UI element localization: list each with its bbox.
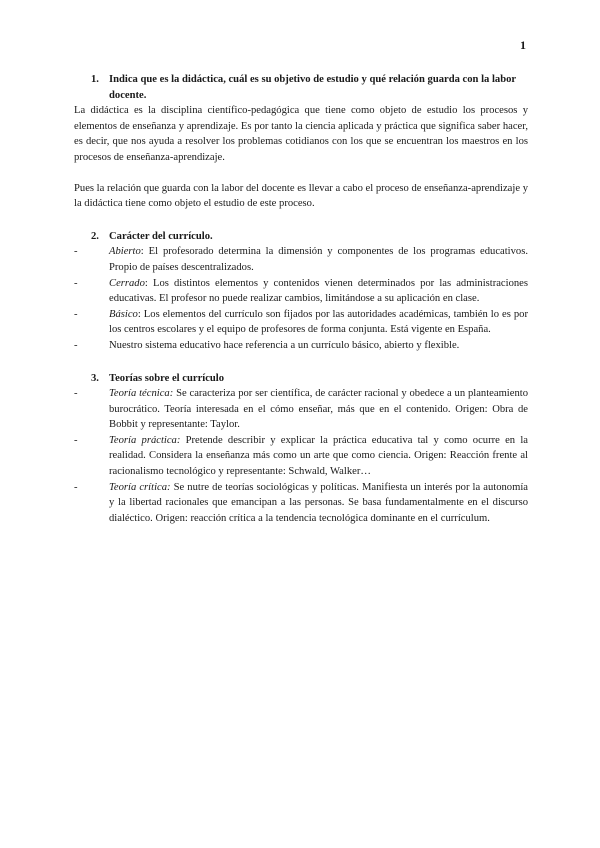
document-body (74, 72, 528, 526)
list-marker: - (74, 246, 78, 258)
list-item (74, 338, 528, 354)
curriculum-theories-list (74, 386, 528, 526)
question-2-heading (74, 229, 528, 245)
item-text: Nuestro sistema educativo hace referencia a un currículo básico, abierto y flexible. (109, 339, 460, 351)
item-text: Se caracteriza por ser científica, de carácter racional y obedece a un planteamiento burocrático. Teoría interesada en el cómo enseñar, más que en el contenido. Origen: Obra de Bobbit y representante: Taylor. (109, 388, 528, 431)
list-item (74, 433, 528, 480)
question-1-title: Indica que es la didáctica, cuál es su objetivo de estudio y qué relación guarda con la labor docente. (109, 74, 516, 101)
item-term: Cerrado (109, 277, 145, 289)
item-text: Pretende describir y explicar la práctica educativa tal y como ocurre en la realidad. Considera la enseñanza más como un arte que como ciencia. Origen: Reacción frente al racionalismo tecnológico y representante: Schwald, Walker… (109, 434, 529, 478)
question-3-heading (74, 371, 528, 387)
question-3-title: Teorías sobre el currículo (109, 372, 225, 384)
item-text: : Los distintos elementos y contenidos vienen determinados por las administraciones educativas. El profesor no puede realizar cambios, limitándose a su aplicación en clase. (109, 277, 528, 305)
item-term: Básico (109, 308, 138, 320)
question-3-number: 3. (91, 372, 99, 384)
page-number: 1 (520, 38, 526, 52)
question-1-number: 1. (91, 74, 99, 85)
item-text: : El profesorado determina la dimensión y componentes de los programas educativos. Propio de países descentralizados. (109, 246, 528, 273)
list-marker: - (74, 308, 78, 320)
item-term: Teoría práctica: (109, 434, 181, 446)
list-item (74, 276, 528, 307)
list-marker: - (74, 434, 78, 446)
question-1-paragraph-1: La didáctica es la disciplina científico-pedagógica que tiene como objeto de estudio los procesos y elementos de enseñanza y aprendizaje. Es por tanto la ciencia aplicada y práctica que significa saber hacer, es decir, que nos ayuda a resolver los problemas cotidianos con los que se encuentran los maestros en los procesos de enseñanza-aprendizaje. (74, 105, 528, 163)
list-marker: - (74, 339, 78, 351)
item-term: Abierto (109, 246, 141, 258)
question-2-number: 2. (91, 230, 99, 242)
item-term: Teoría técnica: (109, 388, 174, 400)
item-text: Se nutre de teorías sociológicas y políticas. Manifiesta un interés por la autonomía y la libertad racionales que emancipan a las personas. Se basa fundamentalmente en el discurso dialéctico. Origen: reacción crítica a la tendencia tecnológica dominante en el currículum. (109, 481, 528, 524)
question-2-title: Carácter del currículo. (109, 230, 213, 242)
item-text: : Los elementos del currículo son fijados por las autoridades académicas, también lo es por los centros escolares y el equipo de profesores de forma conjunta. Está vigente en España. (109, 308, 528, 336)
question-1-heading (74, 72, 528, 103)
list-item (74, 244, 528, 275)
list-marker: - (74, 481, 78, 493)
list-item (74, 480, 528, 527)
item-term: Teoría crítica: (109, 481, 171, 493)
list-marker: - (74, 277, 78, 289)
list-marker: - (74, 388, 78, 400)
question-1-paragraph-2: Pues la relación que guarda con la labor del docente es llevar a cabo el proceso de enseñanza-aprendizaje y la didáctica tiene como objeto el estudio de este proceso. (74, 182, 528, 210)
curriculum-character-list (74, 244, 528, 353)
list-item (74, 307, 528, 338)
list-item (74, 386, 528, 433)
